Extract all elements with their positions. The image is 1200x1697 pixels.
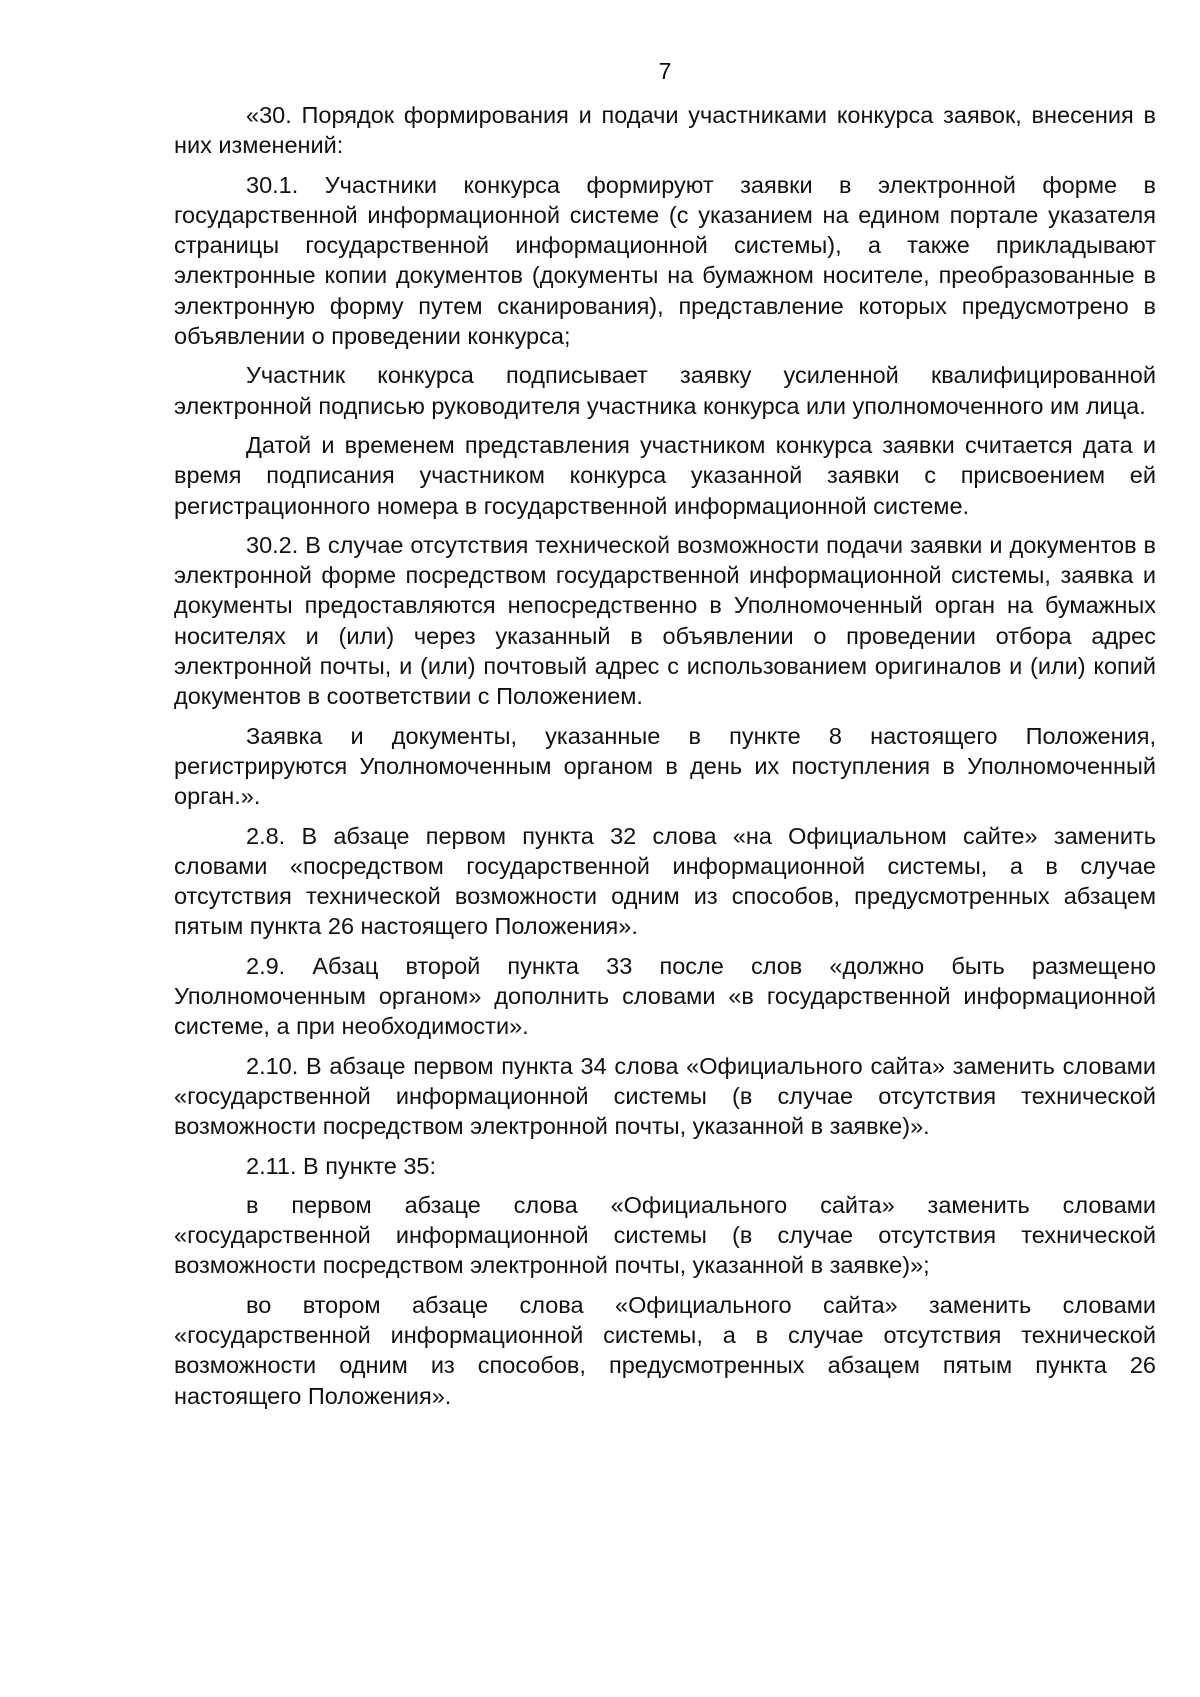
paragraph-2-8: 2.8. В абзаце первом пункта 32 слова «на Официальном сайте» заменить словами «посредством государственной информационной системы, а в случае отсутствия технической возможности одним из способов, предусмотренных абзацем пятым пункта 26 настоящего Положения».	[174, 822, 1156, 940]
paragraph-signature: Участник конкурса подписывает заявку усиленной квалифицированной электронной подписью руководителя участника конкурса или уполномоченного им лица.	[174, 362, 1156, 419]
paragraph-2-11-first: в первом абзаце слова «Официального сайта» заменить словами «государственной информационной системы (в случае отсутствия технической возможности посредством электронной почты, указанной в заявке)»;	[174, 1191, 1156, 1279]
paragraph-2-9: 2.9. Абзац второй пункта 33 после слов «должно быть размещено Уполномоченным органом» дополнить словами «в государственной информационной системе, а при необходимости».	[174, 952, 1156, 1040]
paragraph-30-2: 30.2. В случае отсутствия технической возможности подачи заявки и документов в электронной форме посредством государственной информационной системы, заявка и документы предоставляются непосредственно в Уполномоченный орган на бумажных носителях и (или) через указанный в объявлении о проведении отбора адрес электронной почты, и (или) почтовый адрес с использованием оригиналов и (или) копий документов в соответствии с Положением.	[174, 531, 1156, 710]
document-body	[174, 100, 1156, 1411]
paragraph-30-heading: «30. Порядок формирования и подачи участниками конкурса заявок, внесения в них изменений:	[174, 102, 1156, 159]
paragraph-2-11-second: во втором абзаце слова «Официального сайта» заменить словами «государственной информационной системы, а в случае отсутствия технической возможности одним из способов, предусмотренных абзацем пятым пункта 26 настоящего Положения».	[174, 1291, 1156, 1409]
paragraph-2-10: 2.10. В абзаце первом пункта 34 слова «Официального сайта» заменить словами «государственной информационной системы (в случае отсутствия технической возможности посредством электронной почты, указанной в заявке)».	[174, 1052, 1156, 1140]
paragraph-registration: Заявка и документы, указанные в пункте 8 настоящего Положения, регистрируются Уполномоченным органом в день их поступления в Уполномоченный орган.».	[174, 722, 1156, 810]
paragraph-30-1: 30.1. Участники конкурса формируют заявки в электронной форме в государственной информационной системе (с указанием на едином портале указателя страницы государственной информационной системы), а также прикладывают электронные копии документов (документы на бумажном носителе, преобразованные в электронную форму путем сканирования), представление которых предусмотрено в объявлении о проведении конкурса;	[174, 171, 1156, 350]
paragraph-submission-date: Датой и временем представления участником конкурса заявки считается дата и время подписания участником конкурса указанной заявки с присвоением ей регистрационного номера в государственной информационной системе.	[174, 431, 1156, 519]
paragraph-2-11: 2.11. В пункте 35:	[246, 1152, 437, 1179]
page-number: 7	[658, 58, 672, 84]
